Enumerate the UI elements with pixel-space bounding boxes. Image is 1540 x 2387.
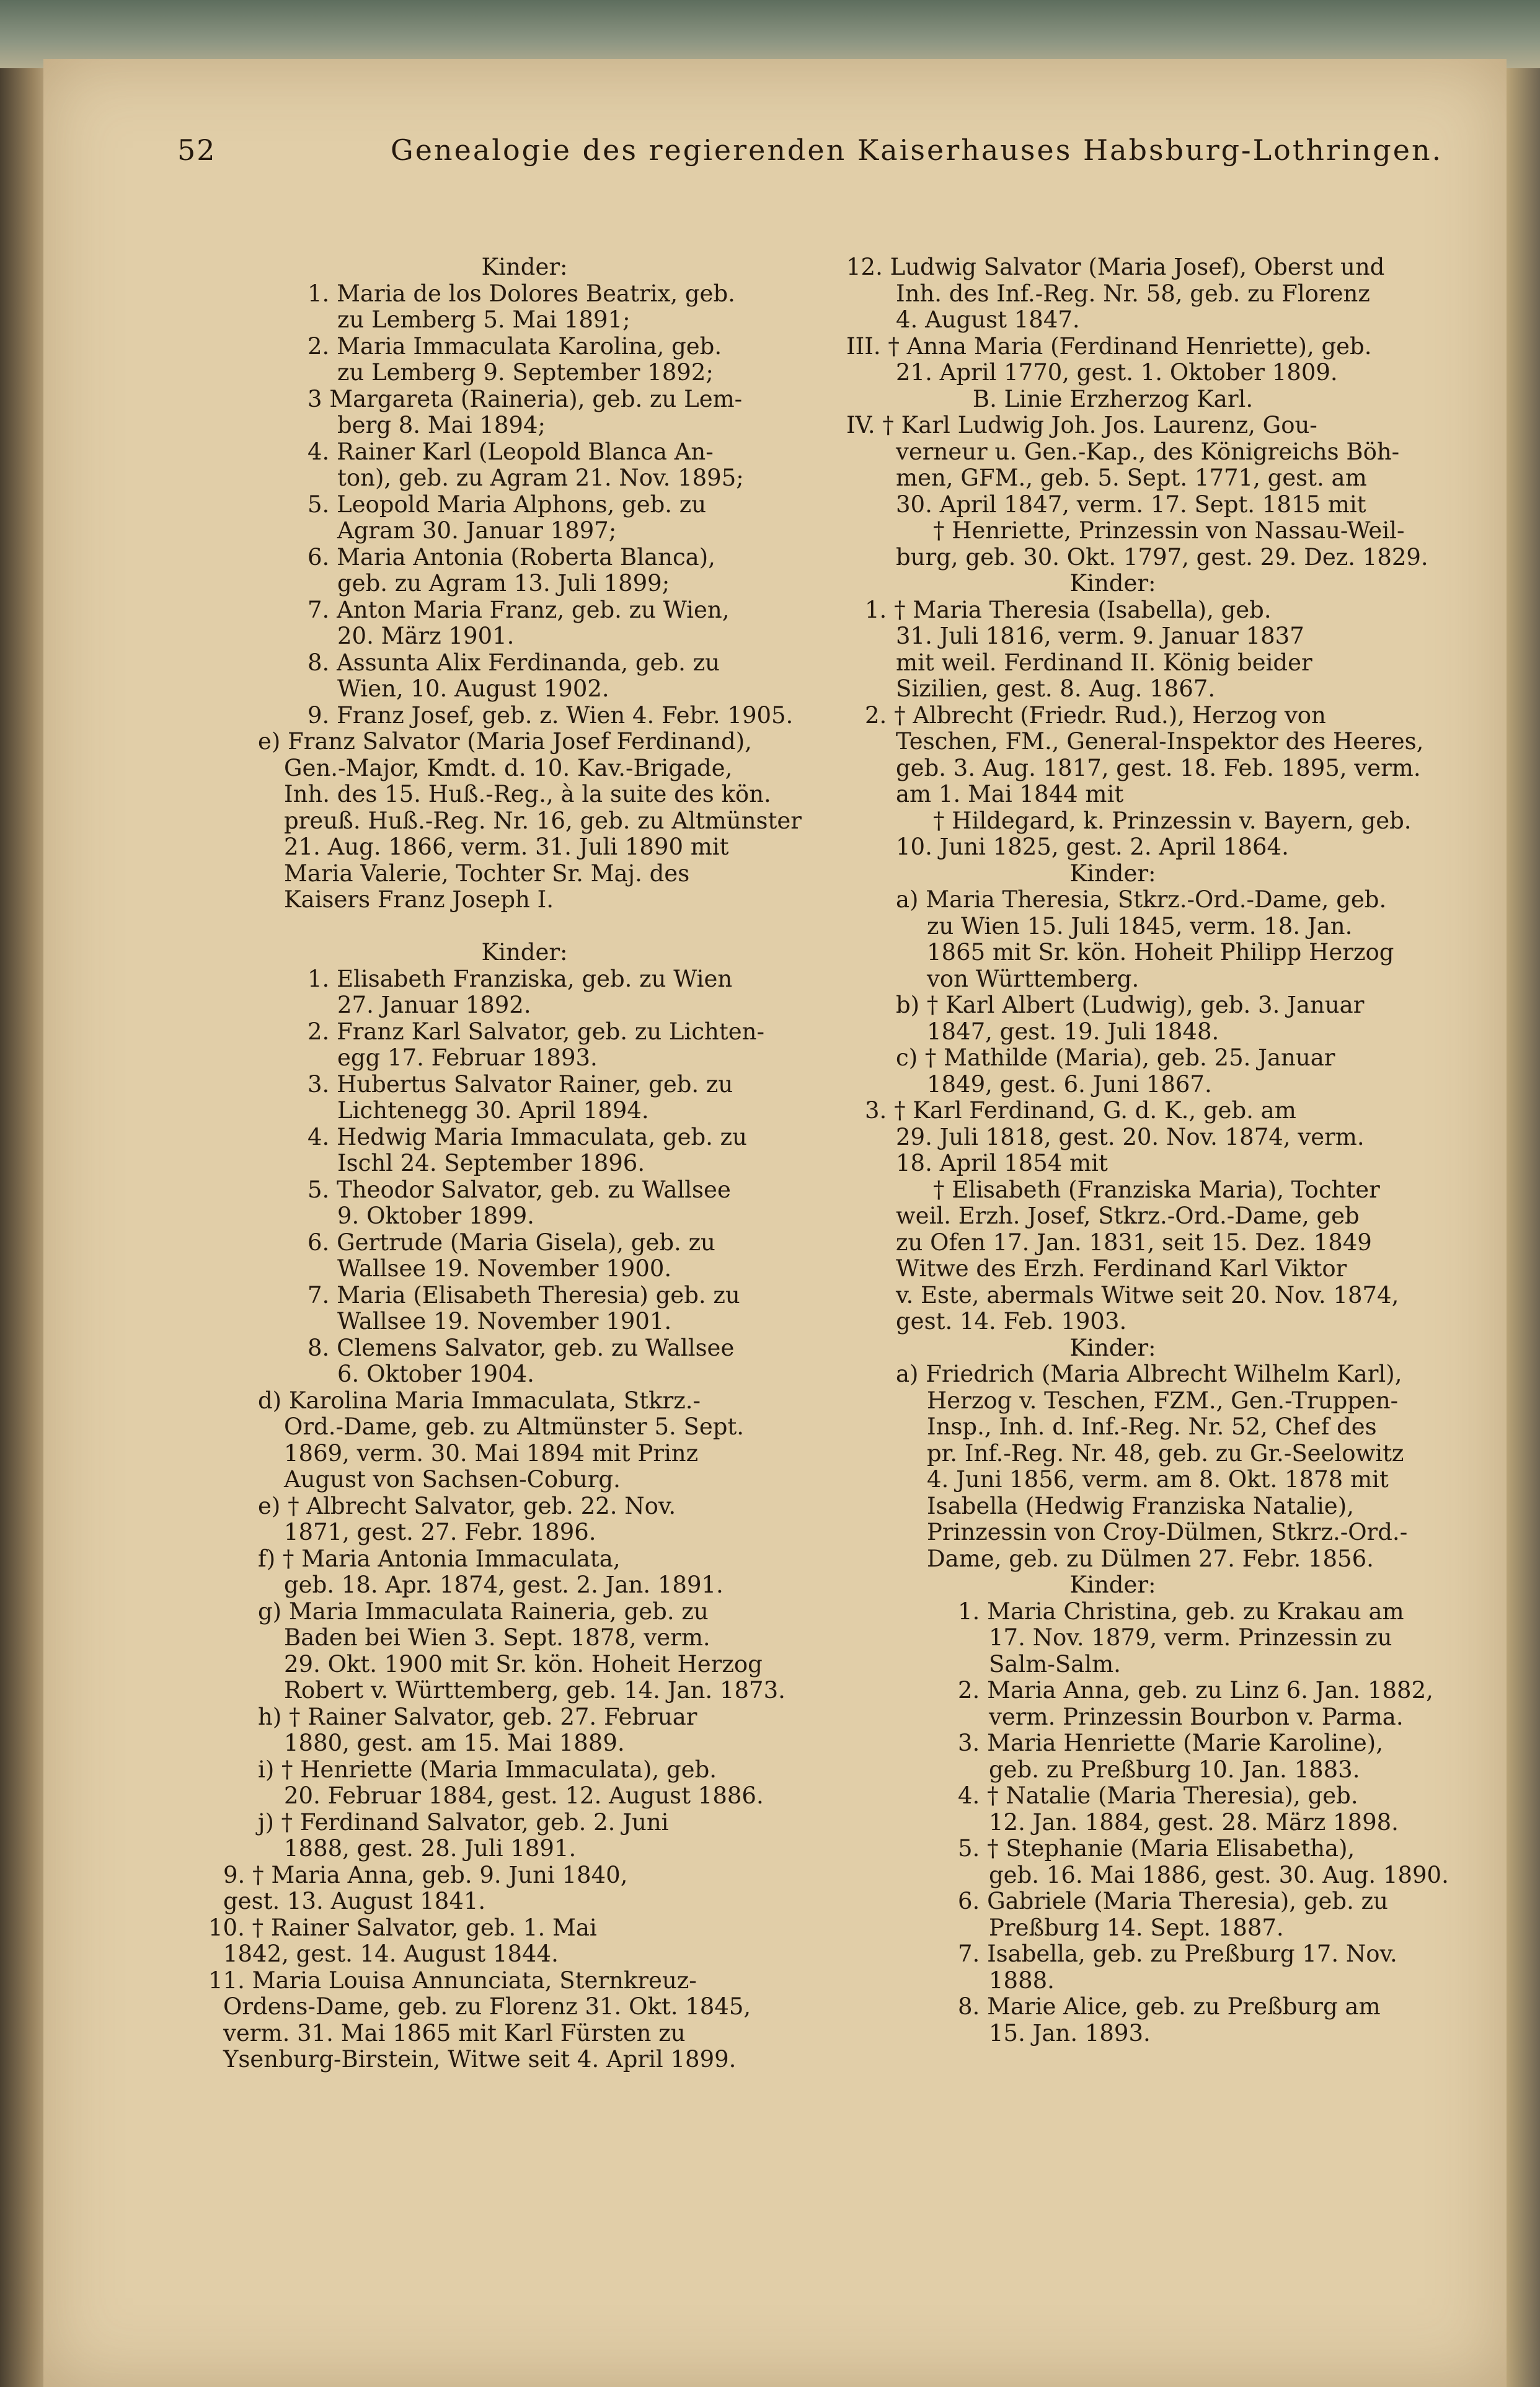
text-line: 1849, gest. 6. Juni 1867. [927,1070,1212,1098]
text-line: ton), geb. zu Agram 21. Nov. 1895; [337,465,744,491]
text-line: 1880, gest. am 15. Mai 1889. [284,1730,625,1756]
text-line: a) Friedrich (Maria Albrecht Wilhelm Karl), [896,1361,1402,1387]
text-line: IV. † Karl Ludwig Joh. Jos. Laurenz, Gou- [846,412,1317,438]
text-line: 12. Jan. 1884, gest. 28. März 1898. [989,1808,1399,1836]
text-line: f) † Maria Antonia Immaculata, [258,1545,621,1572]
text-line: 3. Maria Henriette (Marie Karoline), [958,1730,1383,1756]
text-line: 2. Franz Karl Salvator, geb. zu Lichten- [308,1018,764,1045]
left-column [208,254,841,2073]
text-line: 3. Hubertus Salvator Rainer, geb. zu [308,1070,733,1098]
text-line: pr. Inf.-Reg. Nr. 48, geb. zu Gr.-Seelowitz [927,1439,1404,1467]
text-line: Preßburg 14. Sept. 1887. [989,1914,1284,1941]
text-line: geb. 18. Apr. 1874, gest. 2. Jan. 1891. [284,1571,724,1598]
text-line: v. Este, abermals Witwe seit 20. Nov. 1874, [896,1281,1399,1309]
text-line: 4. Juni 1856, verm. am 8. Okt. 1878 mit [927,1466,1389,1493]
text-line: 1. Maria de los Dolores Beatrix, geb. [308,280,735,307]
text-line: 1888, gest. 28. Juli 1891. [284,1835,577,1862]
text-line: 6. Maria Antonia (Roberta Blanca), [308,543,715,571]
text-line: B. Linie Erzherzog Karl. [972,385,1254,412]
text-line: 8. Marie Alice, geb. zu Preßburg am [958,1993,1381,2020]
text-line: 9. † Maria Anna, geb. 9. Juni 1840, [223,1861,628,1888]
text-line: 29. Juli 1818, gest. 20. Nov. 1874, verm. [896,1123,1365,1150]
text-line: 5. Leopold Maria Alphons, geb. zu [308,491,707,518]
text-line: am 1. Mai 1844 mit [896,781,1124,807]
text-line: 2. Maria Immaculata Karolina, geb. [308,332,722,360]
text-line: 6. Oktober 1904. [337,1361,534,1387]
text-line: 4. † Natalie (Maria Theresia), geb. [958,1782,1358,1809]
text-line: † Elisabeth (Franziska Maria), Tochter [933,1176,1380,1203]
text-line: verneur u. Gen.-Kap., des Königreichs Böh- [896,438,1400,465]
text-line: h) † Rainer Salvator, geb. 27. Februar [258,1703,697,1730]
text-line: Robert v. Württemberg, geb. 14. Jan. 1873. [284,1677,785,1704]
text-line: c) † Mathilde (Maria), geb. 25. Januar [896,1044,1335,1071]
text-line: 10. † Rainer Salvator, geb. 1. Mai [208,1914,597,1941]
text-line: Herzog v. Teschen, FZM., Gen.-Truppen- [927,1387,1399,1414]
text-line: 4. Rainer Karl (Leopold Blanca An- [308,438,714,465]
text-line: 1869, verm. 30. Mai 1894 mit Prinz [284,1439,699,1467]
text-line: 5. † Stephanie (Maria Elisabetha), [958,1835,1355,1862]
text-line: Sizilien, gest. 8. Aug. 1867. [896,675,1216,702]
text-line: e) Franz Salvator (Maria Josef Ferdinand), [258,728,752,755]
text-line: Kinder: [1069,1334,1156,1361]
text-line: Lichtenegg 30. April 1894. [337,1097,649,1124]
text-line: Isabella (Hedwig Franziska Natalie), [927,1492,1354,1519]
text-line: Inh. des 15. Huß.-Reg., à la suite des kön. [284,781,771,807]
text-line: 1842, gest. 14. August 1844. [223,1940,559,1967]
text-line: 21. April 1770, gest. 1. Oktober 1809. [896,359,1338,386]
text-line: men, GFM., geb. 5. Sept. 1771, gest. am [896,465,1367,491]
text-line: Wallsee 19. November 1900. [337,1255,672,1282]
text-line: gest. 13. August 1841. [223,1888,486,1914]
text-line: Baden bei Wien 3. Sept. 1878, verm. [284,1624,710,1651]
text-line: 4. August 1847. [896,306,1080,333]
text-line: 1865 mit Sr. kön. Hoheit Philipp Herzog [927,939,1394,966]
text-line: 2. Maria Anna, geb. zu Linz 6. Jan. 1882, [958,1677,1433,1704]
text-line: Kinder: [1069,570,1156,597]
text-line: verm. Prinzessin Bourbon v. Parma. [989,1703,1404,1730]
text-line: III. † Anna Maria (Ferdinand Henriette), geb. [846,332,1372,360]
text-line: e) † Albrecht Salvator, geb. 22. Nov. [258,1492,676,1519]
text-line: 11. Maria Louisa Annunciata, Sternkreuz- [208,1967,697,1994]
book-binding-top [0,0,1540,68]
text-line: Kaisers Franz Joseph I. [284,886,554,913]
book-page [43,59,1507,2387]
text-line: Ischl 24. September 1896. [337,1150,645,1176]
text-line: egg 17. Februar 1893. [337,1044,598,1071]
text-line: 9. Franz Josef, geb. z. Wien 4. Febr. 1905. [308,701,794,729]
text-line: Inh. des Inf.-Reg. Nr. 58, geb. zu Florenz [896,280,1370,307]
text-line: Ordens-Dame, geb. zu Florenz 31. Okt. 1845, [223,1993,751,2020]
text-line: Wallsee 19. November 1901. [337,1308,672,1335]
text-line: 30. April 1847, verm. 17. Sept. 1815 mit [896,491,1366,518]
text-line: zu Lemberg 9. September 1892; [337,359,714,386]
text-line: † Hildegard, k. Prinzessin v. Bayern, geb. [933,807,1412,834]
text-line: b) † Karl Albert (Ludwig), geb. 3. Januar [896,992,1365,1018]
text-line: 1871, gest. 27. Febr. 1896. [284,1519,596,1545]
text-line: 18. April 1854 mit [896,1150,1108,1176]
text-line: geb. zu Agram 13. Juli 1899; [337,570,670,597]
text-line: 3 Margareta (Raineria), geb. zu Lem- [308,385,743,412]
text-line: 31. Juli 1816, verm. 9. Januar 1837 [896,623,1304,649]
text-line: Prinzessin von Croy-Dülmen, Stkrz.-Ord.- [927,1519,1408,1545]
text-line: Ysenburg-Birstein, Witwe seit 4. April 1899. [223,2046,737,2073]
text-line: g) Maria Immaculata Raineria, geb. zu [258,1598,709,1625]
text-line: zu Lemberg 5. Mai 1891; [337,306,631,333]
text-line: geb. 3. Aug. 1817, gest. 18. Feb. 1895, verm. [896,754,1421,781]
text-line [208,913,841,940]
text-line: Insp., Inh. d. Inf.-Reg. Nr. 52, Chef des [927,1413,1377,1440]
text-line: 3. † Karl Ferdinand, G. d. K., geb. am [865,1097,1296,1124]
text-line: Maria Valerie, Tochter Sr. Maj. des [284,860,690,887]
text-line: Agram 30. Januar 1897; [337,517,617,544]
text-line: 21. Aug. 1866, verm. 31. Juli 1890 mit [284,833,729,860]
text-line: gest. 14. Feb. 1903. [896,1308,1127,1335]
text-line: 8. Assunta Alix Ferdinanda, geb. zu [308,649,720,676]
text-line: 2. † Albrecht (Friedr. Rud.), Herzog von [865,701,1326,729]
text-line: zu Ofen 17. Jan. 1831, seit 15. Dez. 1849 [896,1229,1372,1256]
text-line: 15. Jan. 1893. [989,2019,1151,2047]
text-line: 1. Elisabeth Franziska, geb. zu Wien [308,965,733,992]
text-line: 5. Theodor Salvator, geb. zu Wallsee [308,1176,731,1203]
text-line: Salm-Salm. [989,1650,1121,1678]
text-line: Teschen, FM., General-Inspektor des Heeres, [896,728,1424,755]
text-line: 12. Ludwig Salvator (Maria Josef), Oberst und [846,254,1385,280]
text-line: 7. Anton Maria Franz, geb. zu Wien, [308,596,730,623]
right-column [797,254,1449,2047]
text-line: geb. zu Preßburg 10. Jan. 1883. [989,1756,1360,1783]
text-line: mit weil. Ferdinand II. König beider [896,649,1312,676]
page-edge [1507,68,1540,2387]
text-line: 9. Oktober 1899. [337,1202,534,1229]
text-line: 4. Hedwig Maria Immaculata, geb. zu [308,1123,747,1150]
text-line: Gen.-Major, Kmdt. d. 10. Kav.-Brigade, [284,754,733,781]
text-line: 7. Isabella, geb. zu Preßburg 17. Nov. [958,1940,1397,1967]
text-line: zu Wien 15. Juli 1845, verm. 18. Jan. [927,912,1353,940]
running-title: Genealogie des regierenden Kaiserhauses Habsburg-Lothringen. [391,133,1443,167]
text-line: August von Sachsen-Coburg. [284,1466,621,1493]
text-line: Wien, 10. August 1902. [337,675,609,702]
text-line: 1. † Maria Theresia (Isabella), geb. [865,596,1272,623]
text-line: verm. 31. Mai 1865 mit Karl Fürsten zu [223,2019,686,2047]
text-line: weil. Erzh. Josef, Stkrz.-Ord.-Dame, geb [896,1202,1360,1229]
text-line: Kinder: [1069,1571,1156,1598]
text-line: von Württemberg. [927,965,1140,992]
text-line: 1. Maria Christina, geb. zu Krakau am [958,1598,1404,1625]
text-line: 6. Gabriele (Maria Theresia), geb. zu [958,1888,1388,1914]
text-line: 17. Nov. 1879, verm. Prinzessin zu [989,1624,1392,1651]
text-line: berg 8. Mai 1894; [337,412,546,438]
text-line: Kinder: [481,939,568,966]
text-line: Ord.-Dame, geb. zu Altmünster 5. Sept. [284,1413,745,1440]
text-line: 6. Gertrude (Maria Gisela), geb. zu [308,1229,715,1256]
text-line: 27. Januar 1892. [337,992,531,1018]
text-line: Kinder: [481,254,568,280]
text-line: d) Karolina Maria Immaculata, Stkrz.- [258,1387,701,1414]
text-line: 10. Juni 1825, gest. 2. April 1864. [896,833,1289,860]
page-header [43,59,1507,195]
text-line: 1847, gest. 19. Juli 1848. [927,1018,1219,1045]
text-line: i) † Henriette (Maria Immaculata), geb. [258,1756,717,1783]
text-line: † Henriette, Prinzessin von Nassau-Weil- [933,517,1405,544]
text-line: 8. Clemens Salvator, geb. zu Wallsee [308,1334,735,1361]
text-line: 7. Maria (Elisabeth Theresia) geb. zu [308,1281,740,1309]
page-number: 52 [177,133,216,167]
text-line: geb. 16. Mai 1886, gest. 30. Aug. 1890. [989,1861,1449,1888]
text-line: Dame, geb. zu Dülmen 27. Febr. 1856. [927,1545,1374,1572]
text-line: Witwe des Erzh. Ferdinand Karl Viktor [896,1255,1347,1282]
text-line: burg, geb. 30. Okt. 1797, gest. 29. Dez. 1829. [896,543,1428,571]
text-line: a) Maria Theresia, Stkrz.-Ord.-Dame, geb. [896,886,1387,913]
text-line: 1888. [989,1967,1055,1994]
text-line: 20. März 1901. [337,623,515,649]
text-line: preuß. Huß.-Reg. Nr. 16, geb. zu Altmünster [284,807,802,834]
text-line: 20. Februar 1884, gest. 12. August 1886. [284,1782,764,1809]
text-line: j) † Ferdinand Salvator, geb. 2. Juni [258,1808,669,1836]
text-line: Kinder: [1069,860,1156,887]
text-line: 29. Okt. 1900 mit Sr. kön. Hoheit Herzog [284,1650,763,1678]
